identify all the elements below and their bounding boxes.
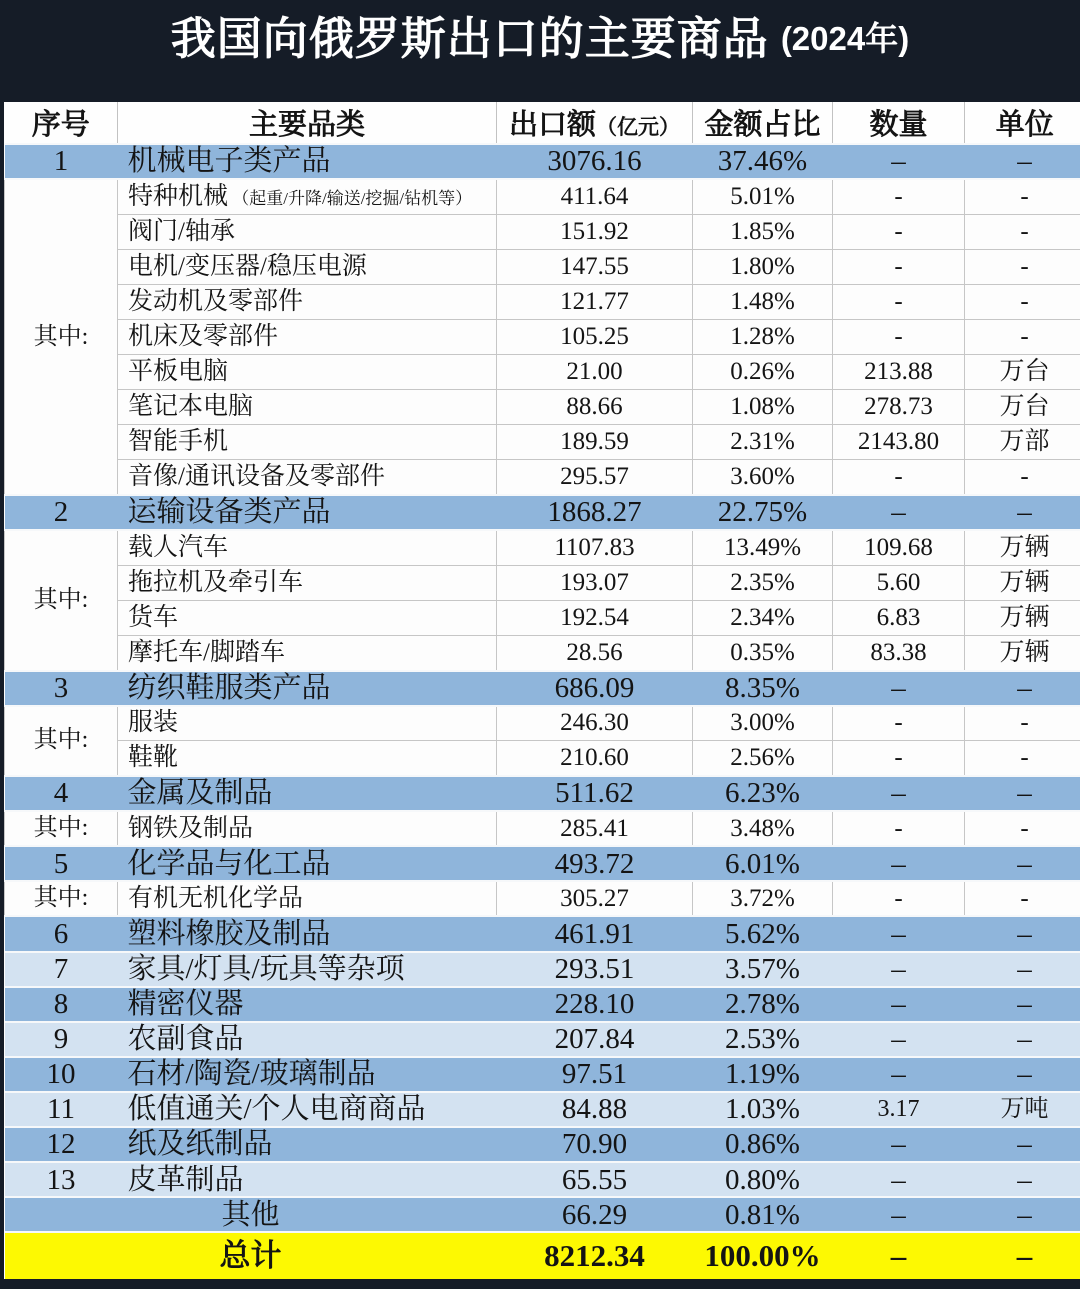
among-label: 其中: xyxy=(5,881,118,916)
row-category: 阀门/轴承 xyxy=(118,214,497,249)
row-category: 机械电子类产品 xyxy=(118,144,497,179)
table-row xyxy=(5,846,1080,881)
unit-value: – xyxy=(965,144,1080,179)
share-value: 2.53% xyxy=(693,1022,833,1057)
row-category: 塑料橡胶及制品 xyxy=(118,916,497,951)
among-label: 其中: xyxy=(5,811,118,846)
unit-value: - xyxy=(965,179,1080,214)
quantity-value: 213.88 xyxy=(833,355,965,390)
share-value: 3.72% xyxy=(693,881,833,916)
quantity-value: - xyxy=(833,284,965,319)
unit-value: - xyxy=(965,881,1080,916)
unit-value: – xyxy=(965,1197,1080,1232)
among-label: 其中: xyxy=(5,179,118,495)
table-row xyxy=(5,284,1080,319)
unit-value: - xyxy=(965,706,1080,741)
col-value-label: 出口额 xyxy=(508,109,596,141)
export-value: 193.07 xyxy=(497,565,693,600)
export-value: 210.60 xyxy=(497,741,693,776)
table-row xyxy=(5,706,1080,741)
export-value: 3076.16 xyxy=(497,144,693,179)
export-value: 121.77 xyxy=(497,284,693,319)
quantity-value: – xyxy=(833,846,965,881)
export-value: 192.54 xyxy=(497,600,693,635)
quantity-value: - xyxy=(833,881,965,916)
table-row xyxy=(5,1022,1080,1057)
quantity-value: - xyxy=(833,249,965,284)
table-row xyxy=(5,495,1080,530)
export-value: 97.51 xyxy=(497,1057,693,1092)
among-label: 其中: xyxy=(5,530,118,670)
share-value: 5.01% xyxy=(693,179,833,214)
export-value: 1107.83 xyxy=(497,530,693,565)
quantity-value: – xyxy=(833,1197,965,1232)
table-row xyxy=(5,249,1080,284)
row-category: 机床及零部件 xyxy=(118,320,497,355)
export-value: 151.92 xyxy=(497,214,693,249)
unit-value: - xyxy=(965,320,1080,355)
row-category: 拖拉机及牵引车 xyxy=(118,565,497,600)
unit-value: - xyxy=(965,214,1080,249)
unit-value: – xyxy=(965,1057,1080,1092)
export-value: 70.90 xyxy=(497,1127,693,1162)
share-value: 2.34% xyxy=(693,600,833,635)
quantity-value: – xyxy=(833,1162,965,1197)
table-body xyxy=(5,144,1080,1279)
export-value: 461.91 xyxy=(497,916,693,951)
quantity-value: – xyxy=(833,671,965,706)
quantity-value: 5.60 xyxy=(833,565,965,600)
quantity-value: - xyxy=(833,811,965,846)
unit-value: 万辆 xyxy=(965,600,1080,635)
row-category: 电机/变压器/稳压电源 xyxy=(118,249,497,284)
quantity-value: – xyxy=(833,495,965,530)
quantity-value: - xyxy=(833,214,965,249)
unit-value: – xyxy=(965,776,1080,811)
share-value: 3.48% xyxy=(693,811,833,846)
table-row xyxy=(5,636,1080,671)
unit-value: 万辆 xyxy=(965,636,1080,671)
row-number: 2 xyxy=(5,495,118,530)
row-category: 发动机及零部件 xyxy=(118,284,497,319)
col-category: 主要品类 xyxy=(118,102,497,144)
quantity-value: – xyxy=(833,1232,965,1279)
share-value: 3.00% xyxy=(693,706,833,741)
col-no: 序号 xyxy=(5,102,118,144)
row-category: 农副食品 xyxy=(118,1022,497,1057)
quantity-value: – xyxy=(833,1127,965,1162)
unit-value: - xyxy=(965,811,1080,846)
share-value: 0.35% xyxy=(693,636,833,671)
row-category: 钢铁及制品 xyxy=(118,811,497,846)
table-row xyxy=(5,425,1080,460)
unit-value: – xyxy=(965,1022,1080,1057)
export-value: 686.09 xyxy=(497,671,693,706)
share-value: 0.26% xyxy=(693,355,833,390)
quantity-value: 109.68 xyxy=(833,530,965,565)
share-value: 2.78% xyxy=(693,987,833,1022)
export-value: 207.84 xyxy=(497,1022,693,1057)
col-unit: 单位 xyxy=(965,102,1080,144)
row-number: 6 xyxy=(5,916,118,951)
row-category: 运输设备类产品 xyxy=(118,495,497,530)
share-value: 2.31% xyxy=(693,425,833,460)
export-value: 84.88 xyxy=(497,1092,693,1127)
table-row xyxy=(5,776,1080,811)
share-value: 2.56% xyxy=(693,741,833,776)
col-quantity: 数量 xyxy=(833,102,965,144)
quantity-value: – xyxy=(833,1057,965,1092)
unit-value: – xyxy=(965,846,1080,881)
col-value xyxy=(497,102,693,144)
unit-value: 万台 xyxy=(965,355,1080,390)
unit-value: - xyxy=(965,741,1080,776)
unit-value: – xyxy=(965,1162,1080,1197)
row-number: 4 xyxy=(5,776,118,811)
quantity-value: – xyxy=(833,916,965,951)
export-value: 147.55 xyxy=(497,249,693,284)
row-category: 服装 xyxy=(118,706,497,741)
unit-value: – xyxy=(965,671,1080,706)
table-row xyxy=(5,952,1080,987)
unit-value: – xyxy=(965,495,1080,530)
row-number: 1 xyxy=(5,144,118,179)
row-category: 纺织鞋服类产品 xyxy=(118,671,497,706)
title-bar xyxy=(4,0,1076,102)
row-category: 化学品与化工品 xyxy=(118,846,497,881)
table-row xyxy=(5,1162,1080,1197)
export-value: 21.00 xyxy=(497,355,693,390)
share-value: 0.86% xyxy=(693,1127,833,1162)
row-category: 智能手机 xyxy=(118,425,497,460)
row-category: 纸及纸制品 xyxy=(118,1127,497,1162)
quantity-value: – xyxy=(833,1022,965,1057)
unit-value: – xyxy=(965,1127,1080,1162)
quantity-value: - xyxy=(833,460,965,495)
share-value: 1.48% xyxy=(693,284,833,319)
row-number: 12 xyxy=(5,1127,118,1162)
quantity-value: - xyxy=(833,179,965,214)
row-category: 有机无机化学品 xyxy=(118,881,497,916)
table-row xyxy=(5,1232,1080,1279)
row-number: 11 xyxy=(5,1092,118,1127)
table-row xyxy=(5,460,1080,495)
export-value: 66.29 xyxy=(497,1197,693,1232)
share-value: 0.81% xyxy=(693,1197,833,1232)
row-category: 摩托车/脚踏车 xyxy=(118,636,497,671)
table-row xyxy=(5,320,1080,355)
category-note: （起重/升降/输送/挖掘/钻机等） xyxy=(228,188,473,208)
export-value: 293.51 xyxy=(497,952,693,987)
quantity-value: - xyxy=(833,320,965,355)
share-value: 1.85% xyxy=(693,214,833,249)
share-value: 1.80% xyxy=(693,249,833,284)
row-number: 3 xyxy=(5,671,118,706)
export-value: 511.62 xyxy=(497,776,693,811)
quantity-value: – xyxy=(833,144,965,179)
table-row xyxy=(5,1197,1080,1232)
row-number: 8 xyxy=(5,987,118,1022)
export-value: 305.27 xyxy=(497,881,693,916)
export-value: 189.59 xyxy=(497,425,693,460)
quantity-value: 6.83 xyxy=(833,600,965,635)
share-value: 8.35% xyxy=(693,671,833,706)
export-value: 8212.34 xyxy=(497,1232,693,1279)
row-category: 总计 xyxy=(5,1232,497,1279)
share-value: 1.19% xyxy=(693,1057,833,1092)
share-value: 0.80% xyxy=(693,1162,833,1197)
unit-value: - xyxy=(965,284,1080,319)
row-category: 精密仪器 xyxy=(118,987,497,1022)
row-number: 5 xyxy=(5,846,118,881)
share-value: 13.49% xyxy=(693,530,833,565)
quantity-value: – xyxy=(833,987,965,1022)
table-row xyxy=(5,530,1080,565)
row-category: 低值通关/个人电商商品 xyxy=(118,1092,497,1127)
row-category: 特种机械 （起重/升降/输送/挖掘/钻机等） xyxy=(118,179,497,214)
quantity-value: 3.17 xyxy=(833,1092,965,1127)
row-category: 音像/通讯设备及零部件 xyxy=(118,460,497,495)
share-value: 6.23% xyxy=(693,776,833,811)
unit-value: 万辆 xyxy=(965,565,1080,600)
share-value: 1.03% xyxy=(693,1092,833,1127)
row-category: 平板电脑 xyxy=(118,355,497,390)
table-row xyxy=(5,179,1080,214)
export-value: 105.25 xyxy=(497,320,693,355)
unit-value: - xyxy=(965,460,1080,495)
row-category: 皮革制品 xyxy=(118,1162,497,1197)
table-row xyxy=(5,916,1080,951)
unit-value: – xyxy=(965,916,1080,951)
export-value: 493.72 xyxy=(497,846,693,881)
row-category: 载人汽车 xyxy=(118,530,497,565)
export-value: 65.55 xyxy=(497,1162,693,1197)
table-row xyxy=(5,987,1080,1022)
export-value: 228.10 xyxy=(497,987,693,1022)
share-value: 1.08% xyxy=(693,390,833,425)
export-value: 411.64 xyxy=(497,179,693,214)
table-row xyxy=(5,565,1080,600)
page-title: 我国向俄罗斯出口的主要商品 xyxy=(170,13,769,64)
col-value-unit: （亿元） xyxy=(596,116,680,139)
row-number: 9 xyxy=(5,1022,118,1057)
share-value: 22.75% xyxy=(693,495,833,530)
table-header xyxy=(5,102,1080,144)
table-row xyxy=(5,600,1080,635)
title-year: (2024年) xyxy=(780,20,910,57)
table-row xyxy=(5,390,1080,425)
share-value: 3.57% xyxy=(693,952,833,987)
table-row xyxy=(5,1127,1080,1162)
unit-value: 万辆 xyxy=(965,530,1080,565)
table-row xyxy=(5,355,1080,390)
export-value: 295.57 xyxy=(497,460,693,495)
row-category: 金属及制品 xyxy=(118,776,497,811)
row-number: 13 xyxy=(5,1162,118,1197)
quantity-value: 83.38 xyxy=(833,636,965,671)
row-number: 10 xyxy=(5,1057,118,1092)
table-row xyxy=(5,144,1080,179)
unit-value: – xyxy=(965,1232,1080,1279)
quantity-value: – xyxy=(833,776,965,811)
share-value: 6.01% xyxy=(693,846,833,881)
share-value: 5.62% xyxy=(693,916,833,951)
table-row xyxy=(5,214,1080,249)
header-row xyxy=(5,102,1080,144)
among-label: 其中: xyxy=(5,706,118,776)
export-value: 88.66 xyxy=(497,390,693,425)
share-value: 1.28% xyxy=(693,320,833,355)
export-table xyxy=(4,102,1080,1279)
table-row xyxy=(5,811,1080,846)
share-value: 3.60% xyxy=(693,460,833,495)
table-row xyxy=(5,1092,1080,1127)
quantity-value: - xyxy=(833,706,965,741)
col-share: 金额占比 xyxy=(693,102,833,144)
table-row xyxy=(5,671,1080,706)
row-number: 7 xyxy=(5,952,118,987)
row-category: 家具/灯具/玩具等杂项 xyxy=(118,952,497,987)
table-row xyxy=(5,741,1080,776)
table-row xyxy=(5,1057,1080,1092)
unit-value: - xyxy=(965,249,1080,284)
export-value: 246.30 xyxy=(497,706,693,741)
table-row xyxy=(5,881,1080,916)
quantity-value: 278.73 xyxy=(833,390,965,425)
share-value: 100.00% xyxy=(693,1232,833,1279)
row-category: 笔记本电脑 xyxy=(118,390,497,425)
share-value: 37.46% xyxy=(693,144,833,179)
row-category: 鞋靴 xyxy=(118,741,497,776)
unit-value: 万吨 xyxy=(965,1092,1080,1127)
unit-value: 万台 xyxy=(965,390,1080,425)
unit-value: – xyxy=(965,987,1080,1022)
unit-value: – xyxy=(965,952,1080,987)
row-category: 石材/陶瓷/玻璃制品 xyxy=(118,1057,497,1092)
export-value: 1868.27 xyxy=(497,495,693,530)
row-category: 其他 xyxy=(5,1197,497,1232)
quantity-value: 2143.80 xyxy=(833,425,965,460)
quantity-value: – xyxy=(833,952,965,987)
export-value: 28.56 xyxy=(497,636,693,671)
row-category: 货车 xyxy=(118,600,497,635)
export-value: 285.41 xyxy=(497,811,693,846)
quantity-value: - xyxy=(833,741,965,776)
unit-value: 万部 xyxy=(965,425,1080,460)
share-value: 2.35% xyxy=(693,565,833,600)
